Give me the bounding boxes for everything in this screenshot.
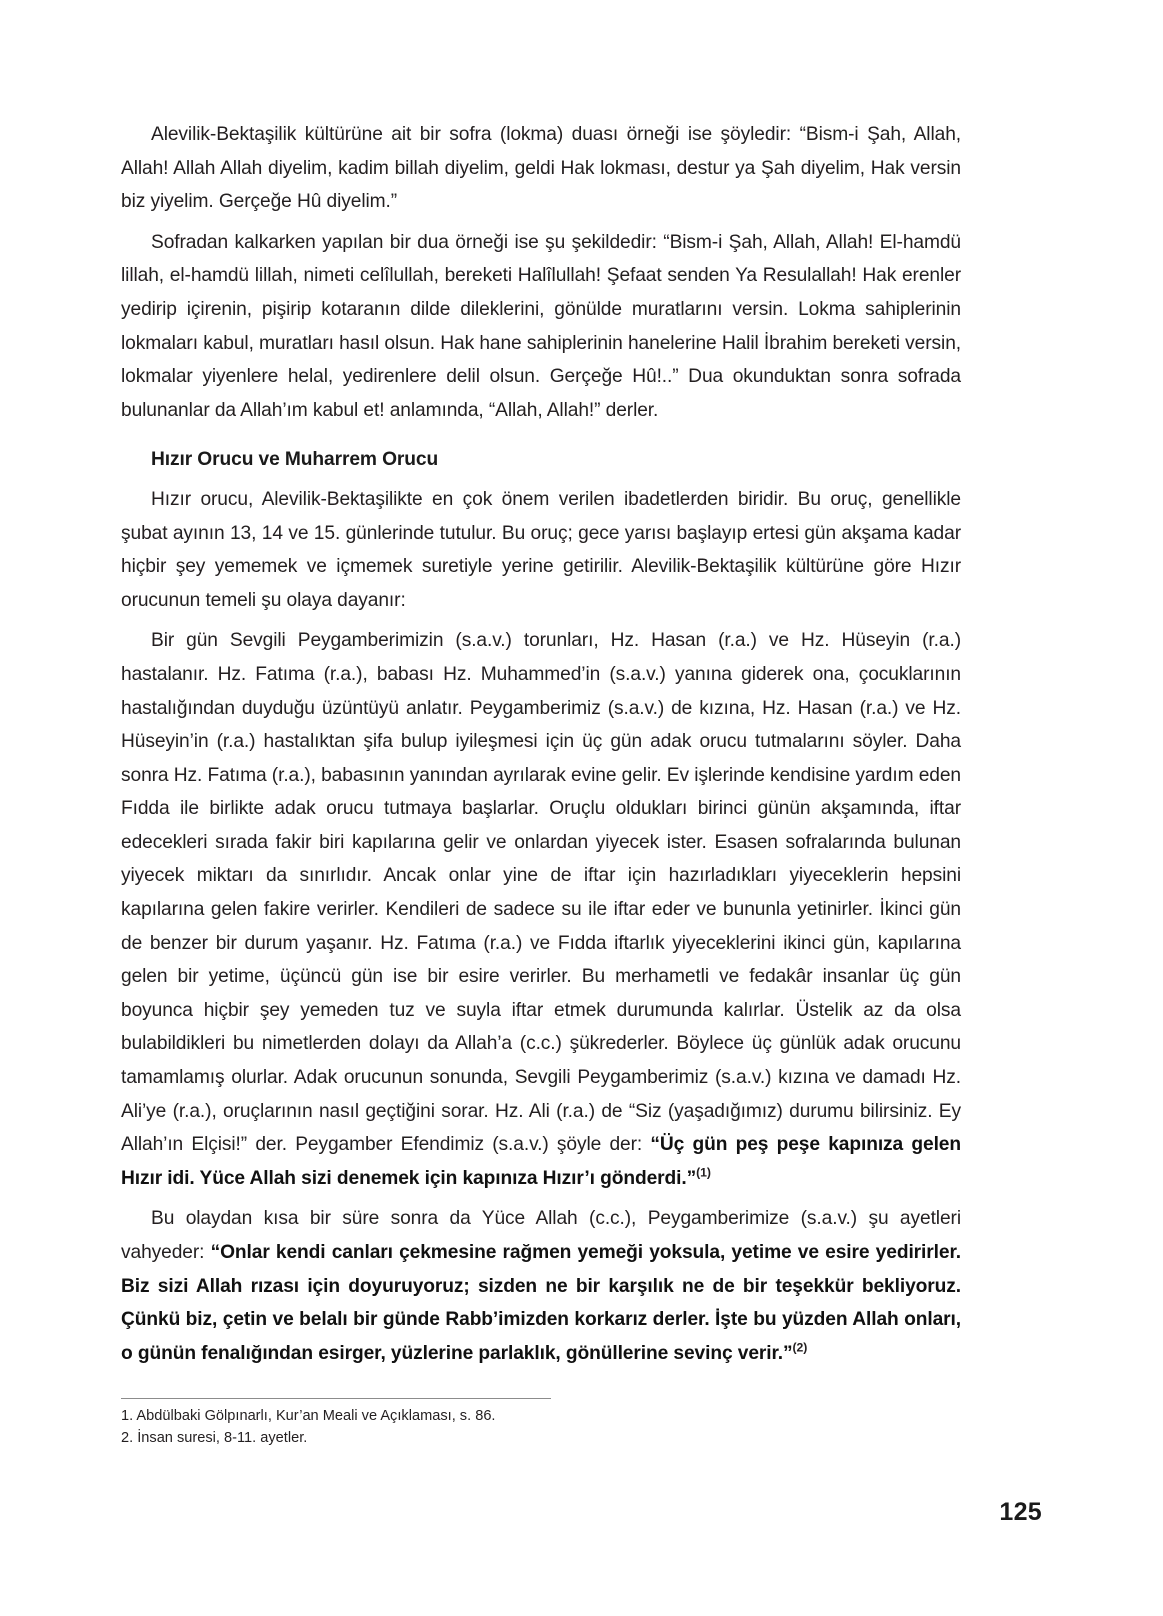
ayet-lead-text: Bu olaydan kısa bir süre sonra da Yüce Allah (c.c.), Peygamberimize (s.a.v.) şu ayetleri vahyeder: bbox=[121, 1208, 961, 1263]
footnotes-block bbox=[121, 1398, 551, 1449]
footnote-item-2: 2. İnsan suresi, 8-11. ayetler. bbox=[121, 1430, 308, 1446]
page-content-column bbox=[121, 118, 961, 1370]
paragraph-hizir-orucu-tanim: Hızır orucu, Alevilik-Bektaşilikte en çok önem verilen ibadetlerden biridir. Bu oruç, genellikle şubat ayının 13, 14 ve 15. günlerinde tutulur. Bu oruç; gece yarısı başlayıp ertesi gün akşama kadar hiçbir şey yememek ve içmemek suretiyle yerine getirilir. Alevilik-Bektaşilik kültürüne göre Hızır orucunun temeli şu olaya dayanır: bbox=[121, 488, 961, 611]
page-number: 125 bbox=[999, 1498, 1042, 1526]
hadith-quote-text: “Üç gün peş peşe kapınıza gelen Hızır idi. Yüce Allah sizi denemek için kapınıza Hızır’ı gönderdi.” bbox=[121, 1134, 961, 1189]
footnote-ref-2[interactable]: (2) bbox=[792, 1340, 808, 1355]
paragraph-sofradan-kalkarken: Sofradan kalkarken yapılan bir dua örneği ise şu şekildedir: “Bism-i Şah, Allah, Allah! El-hamdü lillah, el-hamdü lillah, nimeti celîlullah, bereketi Halîlullah! Şefaat senden Ya Resulallah! Hak erenler yedirip içirenin, pişirip kotaranın dilde dileklerini, gönülde muratlarını versin. Lokma sahiplerinin lokmaları kabul, muratları hasıl olsun. Hak hane sahiplerinin hanelerine Halil İbrahim bereketi versin, lokmalar yiyenlere helal, yedirenlere delil olsun. Gerçeğe Hû!..” Dua okunduktan sonra sofrada bulunanlar da Allah’ım kabul et! anlamında, “Allah, Allah!” derler. bbox=[121, 231, 961, 421]
footnote-separator-rule bbox=[121, 1398, 551, 1399]
paragraph-sofra-duasi: Alevilik-Bektaşilik kültürüne ait bir sofra (lokma) duası örneği ise şöyledir: “Bism-i Şah, Allah, Allah! Allah Allah diyelim, kadim billah diyelim, geldi Hak lokması, destur ya Şah diyelim, Hak versin biz yiyelim. Gerçeğe Hû diyelim.” bbox=[121, 124, 961, 213]
paragraph-hizir-kissasi bbox=[121, 624, 961, 1195]
ayet-quote-text: “Onlar kendi canları çekmesine rağmen yemeği yoksula, yetime ve esire yedirirler. Biz sizi Allah rızası için doyuruyoruz; sizden ne bir karşılık ne de bir teşekkür bekliyoruz. Çünkü biz, çetin ve belalı bir günde Rabb’imizden korkarız derler. İşte bu yüzden Allah onları, o günün fenalığından esirger, yüzlerine parlaklık, gönüllerine sevinç verir.” bbox=[121, 1242, 961, 1364]
footnote-ref-1[interactable]: (1) bbox=[696, 1165, 711, 1180]
footnote-item-1: 1. Abdülbaki Gölpınarlı, Kur’an Meali ve Açıklaması, s. 86. bbox=[121, 1408, 496, 1424]
section-heading-hizir-muharrem: Hızır Orucu ve Muharrem Orucu bbox=[151, 449, 439, 471]
story-lead-text: Bir gün Sevgili Peygamberimizin (s.a.v.) torunları, Hz. Hasan (r.a.) ve Hz. Hüseyin (r.a.) hastalanır. Hz. Fatıma (r.a.), babası Hz. Muhammed’in (s.a.v.) yanına giderek ona, çocuklarının hastalığından duyduğu üzüntüyü anlatır. Peygamberimiz (s.a.v.) de kızına, Hz. Hasan (r.a.) ve Hz. Hüseyin’in (r.a.) hastalıktan şifa bulup iyileşmesi için üç gün adak orucu tutmalarını söyler. Daha sonra Hz. Fatıma (r.a.), babasının yanından ayrılarak evine gelir. Ev işlerinde kendisine yardım eden Fıdda ile birlikte adak orucu tutmaya başlarlar. Oruçlu oldukları birinci günün akşamında, iftar edecekleri sırada fakir biri kapılarına gelir ve onlardan yiyecek ister. Esasen sofralarında bulunan yiyecek miktarı da sınırlıdır. Ancak onlar yine de iftar için hazırladıkları yiyeceklerin hepsini kapılarına gelen fakire verirler. Kendileri de sadece su ile iftar eder ve bununla yetinirler. İkinci gün de benzer bir durum yaşanır. Hz. Fatıma (r.a.) ve Fıdda iftarlık yiyeceklerini ikinci gün, kapılarına gelen bir yetime, üçüncü gün ise bir esire verirler. Bu merhametli ve fedakâr insanlar üç gün boyunca hiçbir şey yemeden tuz ve suyla iftar etmek durumunda kalırlar. Üstelik az da olsa bulabildikleri bu nimetlerden dolayı da Allah’a (c.c.) şükrederler. Böylece üç günlük adak orucunu tamamlamış olurlar. Adak orucunun sonunda, Sevgili Peygamberimiz (s.a.v.) kızına ve damadı Hz. Ali’ye (r.a.), oruçlarının nasıl geçtiğini sorar. Hz. Ali (r.a.) de “Siz (yaşadığımız) durumu bilirsiniz. Ey Allah’ın Elçisi!” der. Peygamber Efendimiz (s.a.v.) şöyle der: bbox=[121, 630, 961, 1156]
paragraph-ayet bbox=[121, 1202, 961, 1370]
